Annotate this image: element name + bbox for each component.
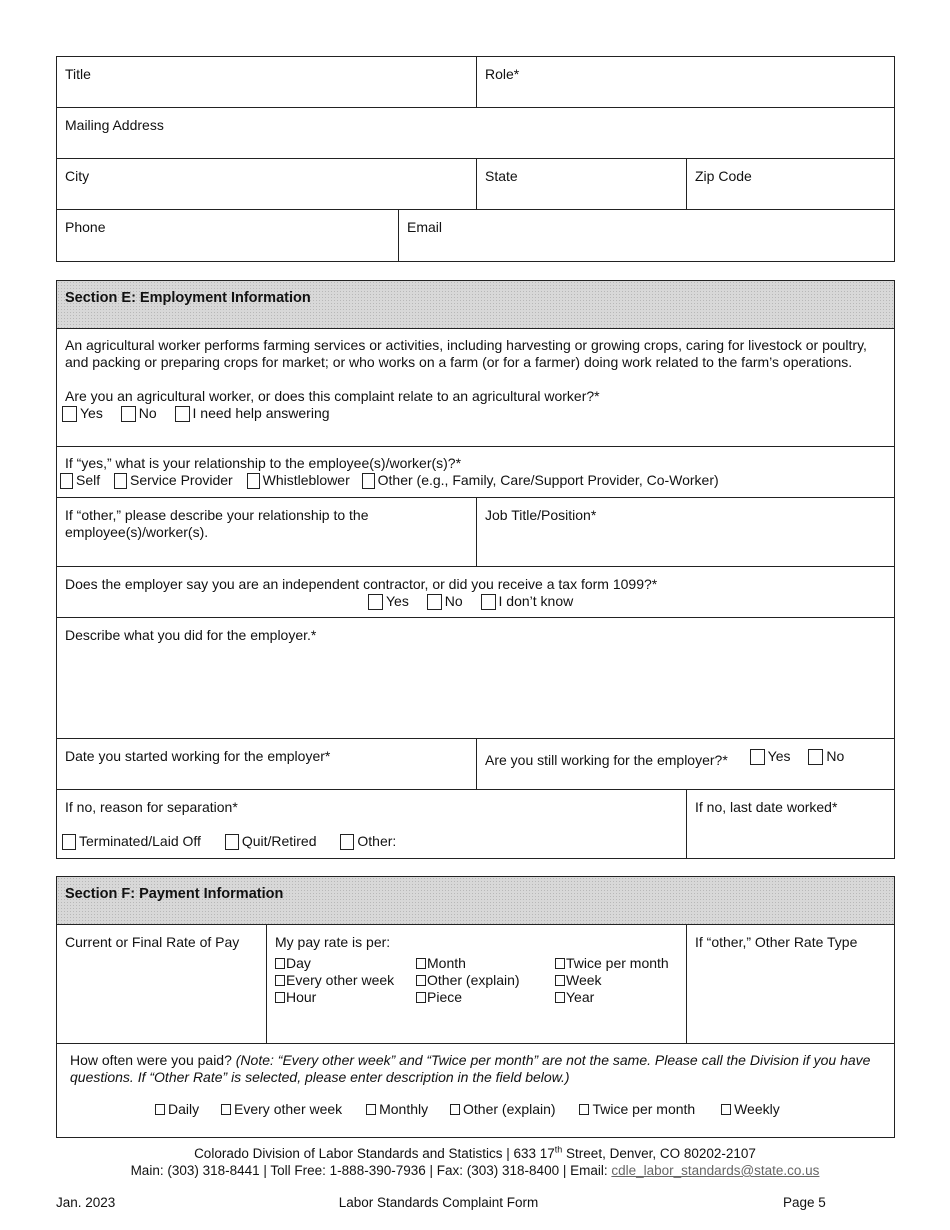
section-e-table	[56, 280, 895, 859]
footer-date: Jan. 2023	[56, 1195, 116, 1210]
checkbox-icon[interactable]	[416, 992, 426, 1003]
ag-option-help[interactable]	[175, 405, 330, 422]
other-rate-label: If “other,” Other Rate Type	[695, 934, 858, 950]
checkbox-icon[interactable]	[155, 1104, 165, 1115]
pay-option-week[interactable]	[555, 972, 669, 989]
phone-label: Phone	[65, 219, 106, 235]
frequency-option-weekly[interactable]	[721, 1101, 780, 1118]
checkbox-icon[interactable]	[247, 473, 260, 489]
section-f-header: Section F: Payment Information	[57, 877, 894, 925]
mailing-label: Mailing Address	[65, 117, 164, 133]
frequency-option-other[interactable]	[450, 1101, 556, 1118]
footer-form-name: Labor Standards Complaint Form	[338, 1195, 539, 1210]
section-f-table	[56, 876, 895, 1138]
contact-row-2	[57, 108, 894, 159]
checkbox-icon[interactable]	[555, 958, 565, 969]
date-started-label: Date you started working for the employer*	[65, 748, 331, 764]
pay-option-piece[interactable]	[416, 989, 555, 1006]
pay-option-twice-per-month-label: Twice per month	[566, 955, 669, 971]
pay-option-hour[interactable]	[275, 989, 416, 1006]
separation-label: If no, reason for separation*	[65, 799, 238, 815]
checkbox-icon[interactable]	[721, 1104, 731, 1115]
pay-option-other[interactable]	[416, 972, 555, 989]
pay-option-piece-label: Piece	[427, 989, 463, 1005]
checkbox-icon[interactable]	[808, 749, 823, 765]
contractor-option-dont-know[interactable]	[481, 593, 574, 610]
pay-option-other-label: Other (explain)	[427, 972, 520, 988]
rate-of-pay-field[interactable]	[57, 925, 267, 1043]
separation-options	[62, 833, 678, 854]
pay-option-year[interactable]	[555, 989, 669, 1006]
checkbox-icon[interactable]	[416, 958, 426, 969]
rate-label: Current or Final Rate of Pay	[65, 934, 240, 950]
how-often-note: (Note: “Every other week” and “Twice per month” are not the same. Please call the Division if you have questions. If “Other Rate” is selected, please enter description in the field below.)	[70, 1052, 871, 1085]
contractor-row	[57, 567, 894, 618]
title-field[interactable]	[57, 57, 477, 107]
checkbox-icon[interactable]	[275, 975, 285, 986]
relationship-question: If “yes,” what is your relationship to the employee(s)/worker(s)?*	[65, 455, 462, 471]
ag-options	[62, 405, 886, 426]
email-label: Email	[407, 219, 443, 235]
pay-option-hour-label: Hour	[286, 989, 317, 1005]
frequency-option-every-other-week-label: Every other week	[234, 1101, 343, 1117]
frequency-option-monthly[interactable]	[366, 1101, 428, 1118]
ag-option-yes[interactable]	[62, 405, 103, 422]
state-field[interactable]	[477, 159, 687, 209]
zip-field[interactable]	[687, 159, 894, 209]
pay-period-col-2	[416, 955, 555, 1006]
frequency-option-other-label: Other (explain)	[463, 1101, 556, 1117]
separation-row	[57, 790, 894, 858]
footer-org-line	[0, 1145, 950, 1162]
checkbox-icon[interactable]	[340, 834, 354, 850]
frequency-option-weekly-label: Weekly	[734, 1101, 780, 1117]
checkbox-icon[interactable]	[368, 594, 383, 610]
zip-label: Zip Code	[695, 168, 752, 184]
relationship-option-other[interactable]	[362, 472, 719, 489]
still-working-cell	[477, 739, 894, 789]
separation-option-terminated-label: Terminated/Laid Off	[79, 833, 201, 849]
ag-option-help-label: I need help answering	[192, 405, 330, 421]
contractor-options	[65, 593, 886, 614]
city-field[interactable]	[57, 159, 477, 209]
ag-option-no-label: No	[138, 405, 157, 421]
contractor-question: Does the employer say you are an independent contractor, or did you receive a tax form 1099?*	[65, 576, 658, 592]
contact-row-4	[57, 210, 894, 261]
frequency-option-monthly-label: Monthly	[379, 1101, 429, 1117]
checkbox-icon[interactable]	[450, 1104, 460, 1115]
role-label: Role*	[485, 66, 520, 82]
city-label: City	[65, 168, 90, 184]
checkbox-icon[interactable]	[427, 594, 442, 610]
footer-contact-line	[0, 1162, 950, 1179]
pay-option-week-label: Week	[566, 972, 602, 988]
date-started-field[interactable]	[57, 739, 477, 789]
describe-row	[57, 618, 894, 739]
separation-option-other[interactable]	[340, 833, 396, 850]
checkbox-icon[interactable]	[275, 958, 285, 969]
checkbox-icon[interactable]	[579, 1104, 589, 1115]
frequency-option-daily[interactable]	[155, 1101, 199, 1118]
last-date-label: If no, last date worked*	[695, 799, 838, 815]
last-date-field[interactable]	[687, 790, 894, 858]
relationship-option-whistleblower-label: Whistleblower	[262, 472, 350, 488]
still-working-label: Are you still working for the employer?*	[485, 751, 728, 768]
other-relationship-label: If “other,” please describe your relationship to the employee(s)/worker(s).	[65, 507, 369, 540]
ag-option-no[interactable]	[121, 405, 157, 422]
pay-option-every-other-week[interactable]	[275, 972, 416, 989]
pay-frequency-row	[57, 1044, 894, 1137]
pay-period-col-3	[555, 955, 669, 1006]
relationship-cell	[57, 447, 894, 497]
checkbox-icon[interactable]	[555, 992, 565, 1003]
start-date-row	[57, 739, 894, 790]
relationship-option-other-label: Other (e.g., Family, Care/Support Provider, Co-Worker)	[377, 472, 719, 488]
email-field[interactable]	[399, 210, 894, 261]
relationship-option-provider-label: Service Provider	[130, 472, 233, 488]
checkbox-icon[interactable]	[225, 834, 239, 850]
contractor-option-no[interactable]	[427, 593, 463, 610]
pay-period-options	[275, 955, 678, 1006]
relationship-row	[57, 447, 894, 498]
pay-option-month-label: Month	[427, 955, 466, 971]
checkbox-icon[interactable]	[62, 406, 77, 422]
title-label: Title	[65, 66, 91, 82]
mailing-address-field[interactable]	[57, 108, 894, 158]
footer-org-prefix: Colorado Division of Labor Standards and Statistics | 633 17	[194, 1146, 555, 1161]
checkbox-icon[interactable]	[362, 473, 375, 489]
section-e-header: Section E: Employment Information	[57, 281, 894, 329]
checkbox-icon[interactable]	[60, 473, 73, 489]
separation-option-quit-label: Quit/Retired	[241, 833, 317, 849]
pay-period-col-1	[275, 955, 416, 1006]
contact-table	[56, 56, 895, 262]
pay-period-cell	[267, 925, 687, 1043]
state-label: State	[485, 168, 518, 184]
per-label: My pay rate is per:	[275, 934, 391, 950]
separation-option-quit[interactable]	[225, 833, 317, 850]
still-working-no[interactable]	[808, 748, 844, 765]
contractor-option-yes[interactable]	[368, 593, 409, 610]
footer-org-sup: th	[554, 1144, 563, 1155]
pay-option-day-label: Day	[286, 955, 311, 971]
relationship-options	[60, 472, 886, 493]
ag-description: An agricultural worker performs farming services or activities, including harvesting or growing crops, caring for livestock or poultry, and packing or preparing crops for market; or who works on a farm (or for a farmer) doing work related to the farm’s operations.	[65, 337, 867, 370]
checkbox-icon[interactable]	[275, 992, 285, 1003]
describe-label: Describe what you did for the employer.*	[65, 627, 317, 643]
pay-option-every-other-week-label: Every other week	[286, 972, 395, 988]
contact-row-1	[57, 57, 894, 108]
checkbox-icon[interactable]	[121, 406, 136, 422]
checkbox-icon[interactable]	[481, 594, 496, 610]
other-relationship-row	[57, 498, 894, 567]
checkbox-icon[interactable]	[366, 1104, 376, 1115]
separation-cell	[57, 790, 687, 858]
contractor-option-dont-know-label: I don’t know	[498, 593, 574, 609]
checkbox-icon[interactable]	[114, 473, 127, 489]
checkbox-icon[interactable]	[555, 975, 565, 986]
other-relationship-field[interactable]	[57, 498, 477, 566]
relationship-option-self-label: Self	[76, 472, 101, 488]
describe-field[interactable]	[57, 618, 894, 738]
pay-option-day[interactable]	[275, 955, 416, 972]
job-title-field[interactable]	[477, 498, 894, 566]
other-rate-field[interactable]	[687, 925, 894, 1043]
ag-worker-row	[57, 329, 894, 447]
separation-option-other-label: Other:	[357, 833, 397, 849]
how-often-question: How often were you paid?	[70, 1052, 232, 1068]
still-working-yes[interactable]	[750, 748, 791, 765]
role-field[interactable]	[477, 57, 894, 107]
ag-question: Are you an agricultural worker, or does this complaint relate to an agricultural worker?*	[65, 388, 600, 404]
frequency-option-every-other-week[interactable]	[221, 1101, 342, 1118]
contractor-option-yes-label: Yes	[386, 593, 409, 609]
relationship-option-whistleblower[interactable]	[247, 472, 350, 489]
contractor-option-no-label: No	[444, 593, 463, 609]
how-often-text	[70, 1052, 882, 1085]
pay-rate-row	[57, 925, 894, 1044]
contractor-cell	[57, 567, 894, 617]
frequency-option-daily-label: Daily	[168, 1101, 200, 1117]
footer-org-suffix: Street, Denver, CO 80202-2107	[562, 1146, 756, 1161]
separation-option-terminated[interactable]	[62, 833, 201, 850]
checkbox-icon[interactable]	[62, 834, 76, 850]
pay-frequency-cell	[57, 1044, 894, 1137]
pay-option-year-label: Year	[566, 989, 595, 1005]
frequency-option-twice-per-month[interactable]	[579, 1101, 695, 1118]
relationship-option-provider[interactable]	[114, 472, 233, 489]
pay-option-month[interactable]	[416, 955, 555, 972]
frequency-options	[70, 1101, 882, 1119]
phone-field[interactable]	[57, 210, 399, 261]
still-working-no-label: No	[826, 748, 845, 764]
footer-page-number: Page 5	[783, 1195, 826, 1210]
checkbox-icon[interactable]	[416, 975, 426, 986]
pay-option-twice-per-month[interactable]	[555, 955, 669, 972]
job-title-label: Job Title/Position*	[485, 507, 597, 523]
frequency-option-twice-per-month-label: Twice per month	[592, 1101, 696, 1117]
checkbox-icon[interactable]	[750, 749, 765, 765]
footer-contact-text: Main: (303) 318-8441 | Toll Free: 1-888-390-7936 | Fax: (303) 318-8400 | Email:	[130, 1163, 612, 1178]
ag-worker-cell	[57, 329, 894, 446]
ag-option-yes-label: Yes	[80, 405, 103, 421]
contact-row-3	[57, 159, 894, 210]
checkbox-icon[interactable]	[175, 406, 190, 422]
relationship-option-self[interactable]	[60, 472, 100, 489]
still-working-yes-label: Yes	[767, 748, 791, 764]
checkbox-icon[interactable]	[221, 1104, 231, 1115]
footer-email-link[interactable]: cdle_labor_standards@state.co.us	[611, 1163, 820, 1178]
